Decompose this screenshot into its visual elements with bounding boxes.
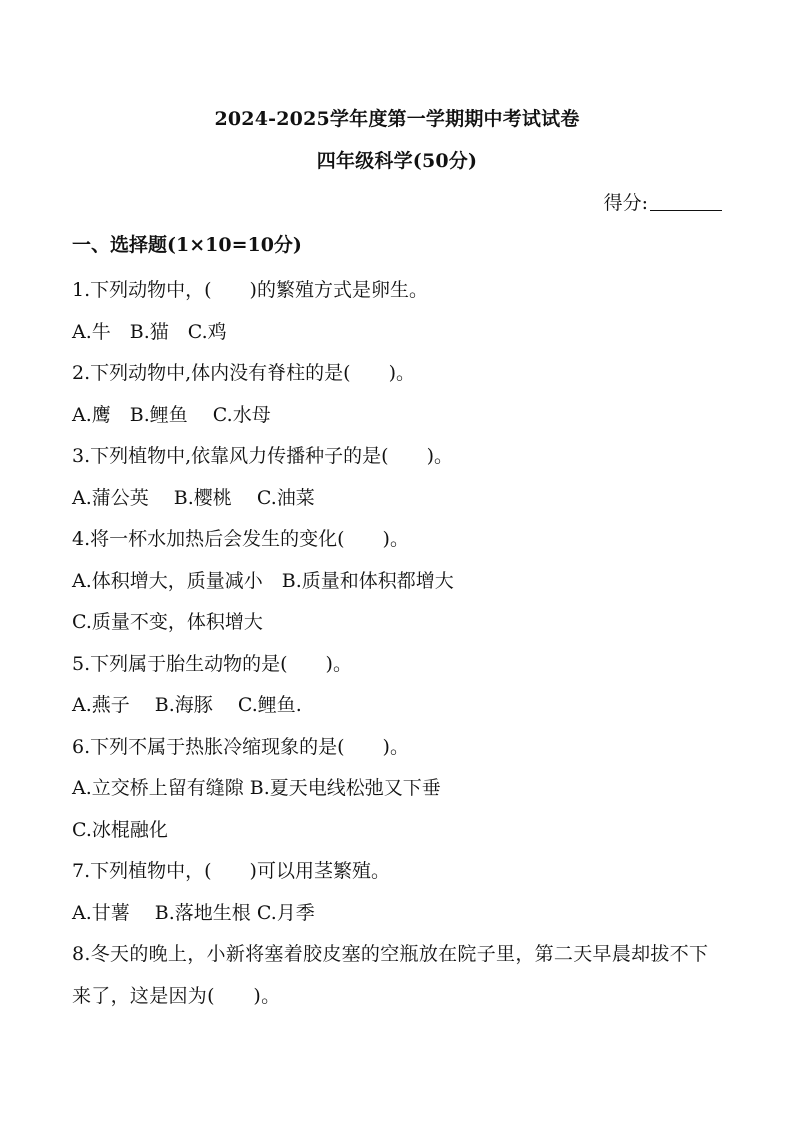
question-8: 8.冬天的晚上，小新将塞着胶皮塞的空瓶放在院子里，第二天早晨却拔不下来了，这是因为( )。 — [72, 943, 709, 1007]
question-7-options: A.甘薯 B.落地生根 C.月季 — [72, 901, 315, 924]
question-list — [72, 270, 724, 1017]
question-2-options: A.鹰 B.鲤鱼 C.水母 — [72, 403, 271, 426]
question-5: 5.下列属于胎生动物的是( )。 — [72, 652, 352, 675]
question-4-options-ab: A.体积增大，质量减小 B.质量和体积都增大 — [72, 569, 454, 592]
question-7: 7.下列植物中，( )可以用茎繁殖。 — [72, 860, 390, 882]
question-4-option-c: C.质量不变，体积增大 — [72, 611, 263, 633]
score-blank-line — [650, 192, 722, 211]
section-heading: 一、选择题(1×10=10分) — [72, 234, 302, 256]
question-6: 6.下列不属于热胀冷缩现象的是( )。 — [72, 735, 409, 758]
exam-title: 2024-2025学年度第一学期期中考试试卷 — [214, 108, 580, 130]
question-5-options: A.燕子 B.海豚 C.鲤鱼. — [72, 694, 302, 716]
exam-subtitle: 四年级科学(50分) — [316, 150, 478, 172]
score-label: 得分: — [603, 192, 648, 214]
question-1: 1.下列动物中，( )的繁殖方式是卵生。 — [72, 279, 428, 301]
question-6-option-c: C.冰棍融化 — [72, 818, 168, 841]
question-3: 3.下列植物中,依靠风力传播种子的是( )。 — [72, 445, 453, 467]
question-4: 4.将一杯水加热后会发生的变化( )。 — [72, 528, 409, 550]
score-field — [604, 188, 722, 215]
question-6-options-ab: A.立交桥上留有缝隙 B.夏天电线松弛又下垂 — [72, 777, 441, 799]
question-3-options: A.蒲公英 B.樱桃 C.油菜 — [72, 486, 315, 509]
question-1-options: A.牛 B.猫 C.鸡 — [72, 320, 227, 343]
question-2: 2.下列动物中,体内没有脊柱的是( )。 — [72, 362, 415, 384]
